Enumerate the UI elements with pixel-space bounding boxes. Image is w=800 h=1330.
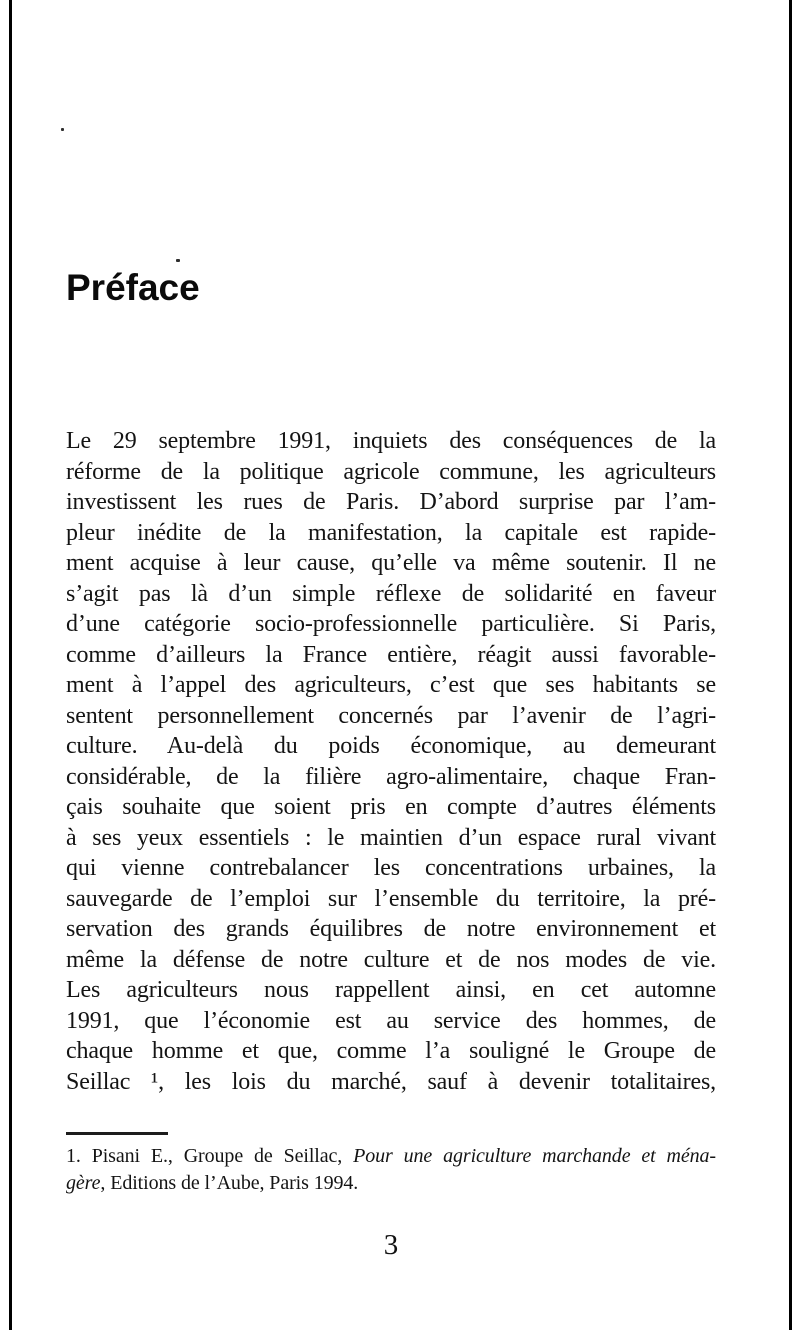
text-line: ment à l’appel des agriculteurs, c’est que ses habitants se xyxy=(66,672,716,698)
body-text xyxy=(66,426,716,1097)
footnote xyxy=(66,1143,716,1196)
text-line: chaque homme et que, comme l’a souligné le Groupe de xyxy=(66,1038,716,1064)
text-line: à ses yeux essentiels : le maintien d’un espace rural vivant xyxy=(66,824,716,851)
text-line: sauvegarde de l’emploi sur l’ensemble du territoire, la pré- xyxy=(66,885,716,912)
text-line: Seillac ¹, les lois du marché, sauf à devenir totalitaires, xyxy=(66,1068,716,1095)
footnote-publisher-text: , Editions de l’Aube, Paris 1994. xyxy=(100,1171,359,1194)
text-line: 1991, que l’économie est au service des hommes, de xyxy=(66,1007,716,1034)
footnote-reference-text: 1. Pisani E., Groupe de Seillac, xyxy=(66,1145,354,1167)
footnote-book-title: Pour une agriculture marchande et ména- xyxy=(353,1145,716,1167)
scan-speck xyxy=(176,259,180,262)
text-line: culture. Au-delà du poids économique, au demeurant xyxy=(66,733,716,759)
scan-speck xyxy=(61,128,64,131)
footnote-line xyxy=(66,1170,716,1197)
scan-edge-line-left xyxy=(9,0,12,1330)
text-line: servation des grands équilibres de notre environnement et xyxy=(66,916,716,942)
text-line: d’une catégorie socio-professionnelle particulière. Si Paris, xyxy=(66,611,716,637)
text-line: considérable, de la filière agro-alimentaire, chaque Fran- xyxy=(66,763,716,790)
footnote-book-title-continued: gère xyxy=(66,1171,101,1194)
text-line: qui vienne contrebalancer les concentrations urbaines, la xyxy=(66,855,716,881)
text-line: comme d’ailleurs la France entière, réagit aussi favorable- xyxy=(66,641,716,668)
text-line: ment acquise à leur cause, qu’elle va même soutenir. Il ne xyxy=(66,550,716,576)
footnote-line xyxy=(66,1143,716,1170)
text-line: sentent personnellement concernés par l’avenir de l’agri- xyxy=(66,702,716,729)
text-line: çais souhaite que soient pris en compte d’autres éléments xyxy=(66,794,716,820)
scan-edge-line-right xyxy=(789,0,792,1330)
footnote-divider xyxy=(66,1132,168,1135)
text-line: investissent les rues de Paris. D’abord surprise par l’am- xyxy=(66,489,716,515)
page-number: 3 xyxy=(383,1229,399,1261)
text-line: même la défense de notre culture et de nos modes de vie. xyxy=(66,946,716,973)
page-title: Préface xyxy=(66,267,200,308)
text-line: s’agit pas là d’un simple réflexe de solidarité en faveur xyxy=(66,580,716,607)
text-line: Les agriculteurs nous rappellent ainsi, en cet automne xyxy=(66,977,716,1003)
text-line: pleur inédite de la manifestation, la capitale est rapide- xyxy=(66,519,716,546)
text-line: réforme de la politique agricole commune, les agriculteurs xyxy=(66,458,716,485)
text-line: Le 29 septembre 1991, inquiets des conséquences de la xyxy=(66,428,716,454)
